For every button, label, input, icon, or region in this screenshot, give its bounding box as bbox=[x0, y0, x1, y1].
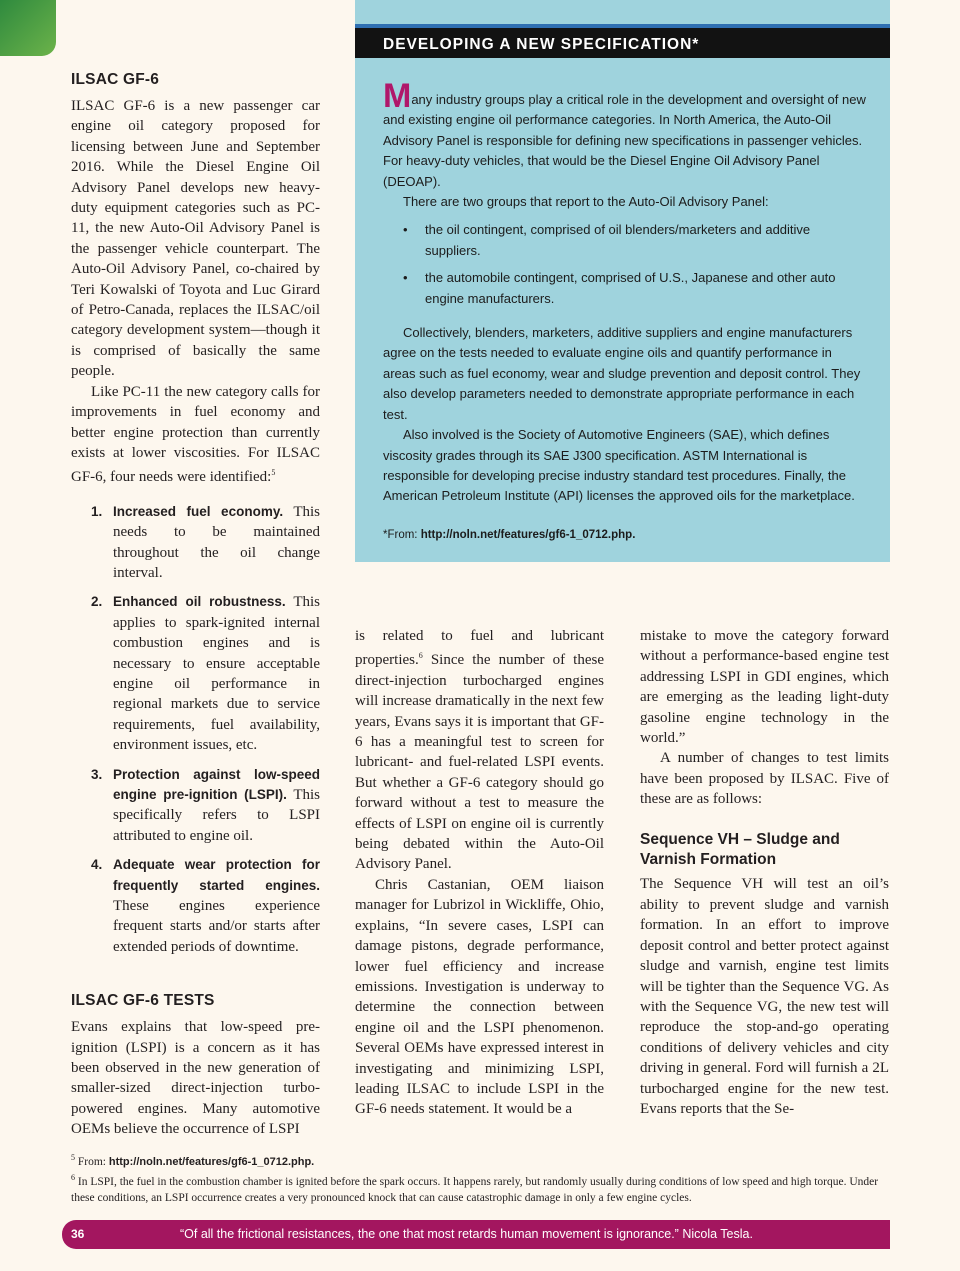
footer-bar bbox=[62, 1220, 890, 1249]
sidebar-paragraph-1-text: any industry groups play a critical role in the development and oversight of new and existing engine oil performance categories. In North America, the Auto-Oil Advisory Panel is responsible for defining new specifications in passenger vehicles. For heavy-duty vehicles, that would be the Diesel Engine Oil Advisory Panel (DEOAP). bbox=[383, 92, 866, 189]
footer-quote: “Of all the frictional resistances, the one that most retards human movement is ignorance.” Nicola Tesla. bbox=[180, 1227, 753, 1241]
footnote-number: 6 bbox=[71, 1172, 75, 1182]
right-paragraph-1: mistake to move the category forward without a performance-based engine test addressing LSPI in GDI engines, which are emerging as the leading light-duty gasoline engine technology in the world.” bbox=[640, 628, 889, 747]
list-text: These engines experience frequent starts and/or starts after extended periods of downtime. bbox=[113, 898, 320, 955]
footnote-url[interactable]: http://noln.net/features/gf6-1_0712.php. bbox=[108, 1155, 315, 1168]
sidebar-paragraph-2: There are two groups that report to the Auto-Oil Advisory Panel: bbox=[403, 194, 769, 210]
tests-paragraph: Evans explains that low-speed pre-ignition (LSPI) is a concern as it has been observed in the new generation of smaller-sized direct-injection turbo-powered engines. Many automotive OEMs believe the occurrence of LSPI bbox=[71, 1019, 320, 1138]
list-item bbox=[91, 855, 320, 957]
footnote-5 bbox=[71, 1150, 891, 1170]
list-number: 4. bbox=[91, 857, 103, 873]
right-paragraph-2: A number of changes to test limits have been proposed by ILSAC. Five of these are as follows: bbox=[640, 750, 889, 808]
list-item bbox=[91, 765, 320, 847]
list-number: 3. bbox=[91, 766, 103, 782]
list-lead: Adequate wear protection for frequently started engines. bbox=[113, 857, 320, 893]
corner-tab bbox=[0, 0, 56, 56]
sidebar-bullet-list bbox=[383, 220, 867, 309]
sidebar-footnote bbox=[383, 525, 867, 545]
sidebar-paragraph-3: Collectively, blenders, marketers, additive suppliers and engine manufacturers agree on the tests needed to evaluate engine oils and quantify performance in areas such as fuel economy, wear and sludge prevention and deposit control. They also develop parameters needed to demonstrate appropriate performance in each test. bbox=[383, 325, 861, 422]
sidebar-body bbox=[383, 77, 867, 545]
heading-sequence-vh: Sequence VH – Sludge and Varnish Formation bbox=[640, 830, 840, 869]
sidebar-paragraph-4: Also involved is the Society of Automotive Engineers (SAE), which defines viscosity grades through its SAE J300 specification. ASTM International is responsible for developing precise industry standard test procedures. Finally, the American Petroleum Institute (API) licenses the approved oils for the marketplace. bbox=[383, 427, 855, 504]
list-text: This specifically refers to LSPI attributed to engine oil. bbox=[113, 787, 320, 844]
list-number: 1. bbox=[91, 503, 103, 519]
list-text: This applies to spark-ignited internal combustion engines and is necessary to ensure acceptable engine oil performance in regional markets due to service requirements, fuel availability, environment issues, etc. bbox=[113, 594, 320, 754]
footnote-label: From: bbox=[75, 1155, 109, 1168]
middle-paragraph-1 bbox=[355, 626, 604, 875]
sidebar-box bbox=[355, 0, 890, 562]
needs-list bbox=[71, 502, 320, 958]
left-column bbox=[71, 70, 320, 1140]
list-number: 2. bbox=[91, 594, 103, 610]
list-item: • the oil contingent, comprised of oil blenders/marketers and additive suppliers. bbox=[383, 220, 867, 261]
right-column bbox=[640, 626, 889, 1119]
list-item bbox=[91, 592, 320, 755]
sidebar-paragraph-1 bbox=[383, 77, 867, 192]
footnote-ref-5: 5 bbox=[271, 468, 276, 478]
list-lead: Enhanced oil robustness. bbox=[113, 594, 286, 610]
middle-column bbox=[355, 626, 604, 1120]
needs-intro-paragraph bbox=[71, 382, 320, 488]
middle-paragraph-1a: is related to fuel and lubricant properties. bbox=[355, 628, 604, 669]
heading-gf6-tests: ILSAC GF-6 TESTS bbox=[71, 992, 215, 1010]
footnote-text: In LSPI, the fuel in the combustion chamber is ignited before the spark occurs. It happens rarely, but randomly usually during conditions of low speed and high torque. Under these conditions, an LSPI occurrence creates a very pronounced knock that can cause catastrophic damage in only a few engine cycles. bbox=[71, 1175, 879, 1204]
list-item bbox=[91, 502, 320, 584]
list-text: This needs to be maintained throughout the oil change interval. bbox=[113, 503, 320, 581]
list-lead: Increased fuel economy. bbox=[113, 503, 284, 519]
page-number: 36 bbox=[71, 1227, 85, 1241]
sidebar-footnote-url[interactable]: http://noln.net/features/gf6-1_0712.php. bbox=[420, 528, 636, 541]
heading-ilsac-gf6: ILSAC GF-6 bbox=[71, 71, 160, 88]
footnote-6 bbox=[71, 1170, 891, 1206]
sidebar-title: DEVELOPING A NEW SPECIFICATION* bbox=[355, 24, 890, 58]
list-lead: Protection against low-speed engine pre-ignition (LSPI). bbox=[113, 766, 320, 802]
middle-paragraph-1b: Since the number of these direct-injection turbocharged engines will increase dramatically in the next few years, Evans says it is important that GF-6 has a meaningful test to screen for lubricant- and fuel-related LSPI events. But whether a GF-6 category should go forward without a test to measure the effects of LSPI on engine oil is currently being debated within the Auto-Oil Advisory Panel. bbox=[355, 652, 604, 873]
footnote-ref-6: 6 bbox=[418, 651, 423, 661]
sidebar-footnote-label: *From: bbox=[383, 528, 421, 541]
footnote-number: 5 bbox=[71, 1153, 75, 1162]
drop-cap: M bbox=[383, 77, 412, 115]
intro-paragraph: ILSAC GF-6 is a new passenger car engine oil category proposed for licensing between June and September 2016. While the Diesel Engine Oil Advisory Panel develops new heavy-duty equipment categories such as PC-11, the new Auto-Oil Advisory Panel is the passenger vehicle counterpart. The Auto-Oil Advisory Panel, co-chaired by Teri Kowalski of Toyota and Luc Girard of Petro-Canada, replaces the ILSAC/oil category development system—though it is comprised of basically the same people. bbox=[71, 98, 320, 380]
right-paragraph-3: The Sequence VH will test an oil’s ability to prevent sludge and varnish formation. In an effort to improve deposit control and better protect against sludge and varnish, engine test limits will be tighter than the Sequence VG. As with the Sequence VG, the new test will reproduce the stop-and-go operating conditions of delivery vehicles and city driving in general. Ford will furnish a 2L turbocharged engine for the new test. Evans reports that the Se- bbox=[640, 876, 889, 1117]
middle-paragraph-2: Chris Castanian, OEM liaison manager for Lubrizol in Wickliffe, Ohio, explains, “In severe cases, LSPI can damage pistons, degrade performance, lower fuel efficiency and increase emissions. Investigation is underway to determine the connection between engine oil and the LSPI phenomenon. Several OEMs have expressed interest in investigating and minimizing LSPI, leading ILSAC to include LSPI in the GF-6 needs statement. It would be a bbox=[355, 876, 604, 1118]
footnotes bbox=[71, 1150, 891, 1206]
needs-intro-text: Like PC-11 the new category calls for improvements in fuel economy and better engine protection than currently exists at lower viscosities. For ILSAC GF-6, four needs were identified: bbox=[71, 383, 320, 486]
list-item: • the automobile contingent, comprised of U.S., Japanese and other auto engine manufacturers. bbox=[383, 268, 867, 309]
